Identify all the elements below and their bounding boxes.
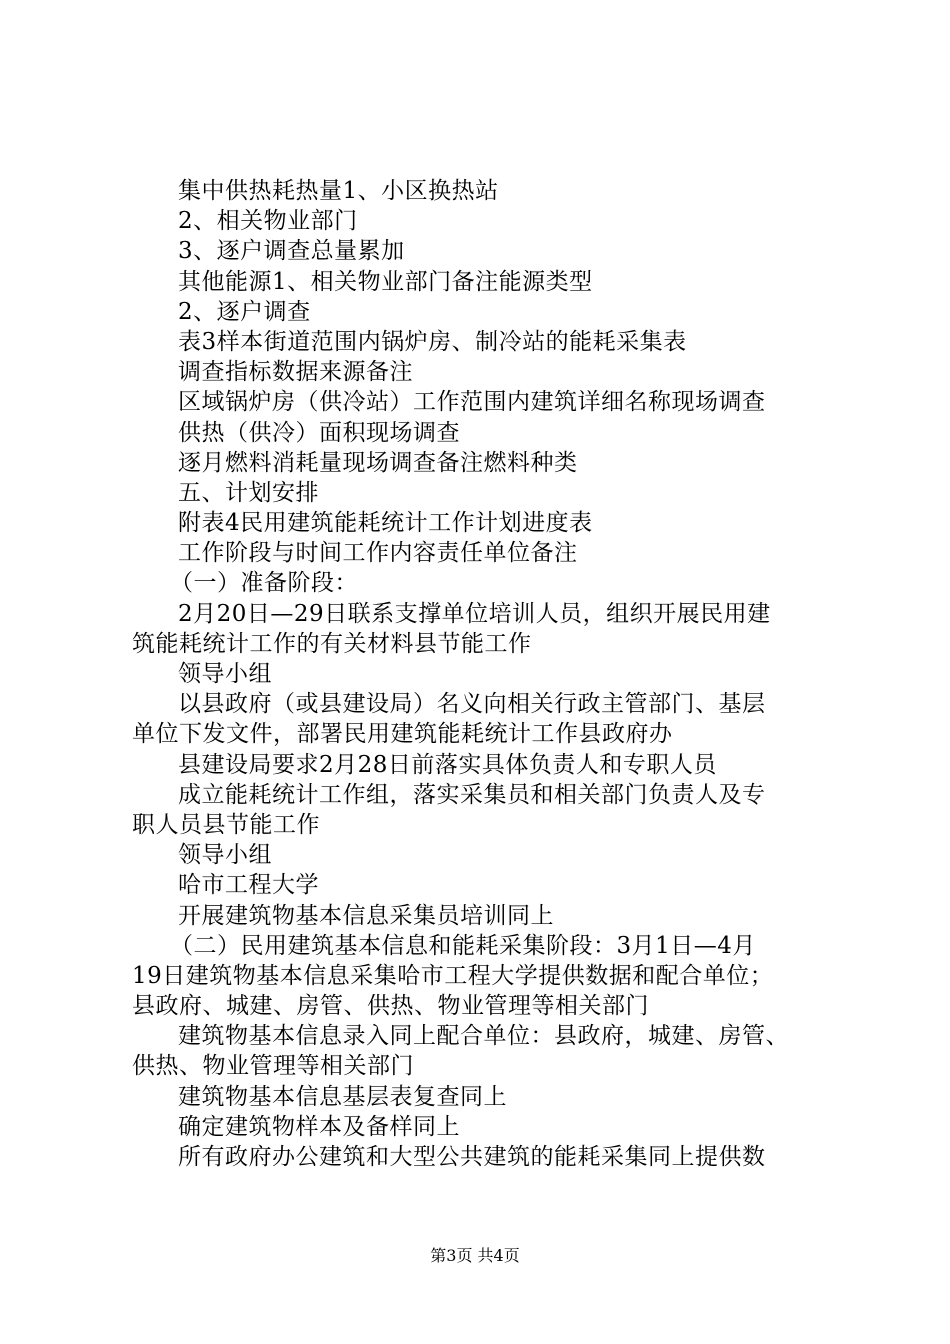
text-line: 领导小组 [178, 842, 272, 869]
text-line: 供热（供冷）面积现场调查 [178, 419, 460, 446]
document-body [132, 176, 832, 1172]
text-line: 县政府、城建、房管、供热、物业管理等相关部门 [132, 993, 649, 1020]
text-line: 附表4民用建筑能耗统计工作计划进度表 [178, 510, 593, 537]
text-line: 五、计划安排 [178, 479, 319, 506]
text-line: 筑能耗统计工作的有关材料县节能工作 [132, 630, 532, 657]
text-line: 逐月燃料消耗量现场调查备注燃料种类 [178, 449, 578, 476]
text-line: 区域锅炉房（供冷站）工作范围内建筑详细名称现场调查 [178, 389, 766, 416]
text-line: 集中供热耗热量1、小区换热站 [178, 178, 499, 204]
text-line: （一）准备阶段： [170, 570, 358, 597]
text-line: 哈市工程大学 [178, 872, 319, 899]
text-line: 单位下发文件，部署民用建筑能耗统计工作县政府办 [132, 721, 673, 748]
text-line: 表3样本街道范围内锅炉房、制冷站的能耗采集表 [178, 328, 687, 355]
text-line: 领导小组 [178, 661, 272, 687]
text-line: 确定建筑物样本及备样同上 [178, 1113, 460, 1140]
text-line: 调查指标数据来源备注 [178, 359, 413, 386]
text-line: 3、逐户调查总量累加 [178, 238, 405, 265]
text-line: 其他能源1、相关物业部门备注能源类型 [178, 268, 593, 295]
text-line: 19日建筑物基本信息采集哈市工程大学提供数据和配合单位； [132, 962, 774, 989]
text-line: 2月20日—29日联系支撑单位培训人员，组织开展民用建 [178, 600, 771, 627]
text-line: 工作阶段与时间工作内容责任单位备注 [178, 540, 578, 567]
text-line: 建筑物基本信息录入同上配合单位：县政府，城建、房管、 [178, 1023, 789, 1050]
text-line: 开展建筑物基本信息采集员培训同上 [178, 902, 554, 929]
text-line: （二）民用建筑基本信息和能耗采集阶段：3月1日—4月 [170, 932, 756, 959]
text-line: 职人员县节能工作 [132, 811, 320, 838]
page-footer: 第3页 共4页 [430, 1246, 520, 1265]
text-line: 2、逐户调查 [178, 298, 311, 325]
text-line: 以县政府（或县建设局）名义向相关行政主管部门、基层 [178, 691, 766, 718]
text-line: 供热、物业管理等相关部门 [132, 1053, 414, 1080]
text-line: 成立能耗统计工作组，落实采集员和相关部门负责人及专 [178, 781, 766, 808]
text-line: 建筑物基本信息基层表复查同上 [178, 1083, 507, 1110]
text-line: 2、相关物业部门 [178, 208, 358, 235]
text-line: 所有政府办公建筑和大型公共建筑的能耗采集同上提供数 [178, 1144, 766, 1170]
text-line: 县建设局要求2月28日前落实具体负责人和专职人员 [178, 751, 717, 778]
